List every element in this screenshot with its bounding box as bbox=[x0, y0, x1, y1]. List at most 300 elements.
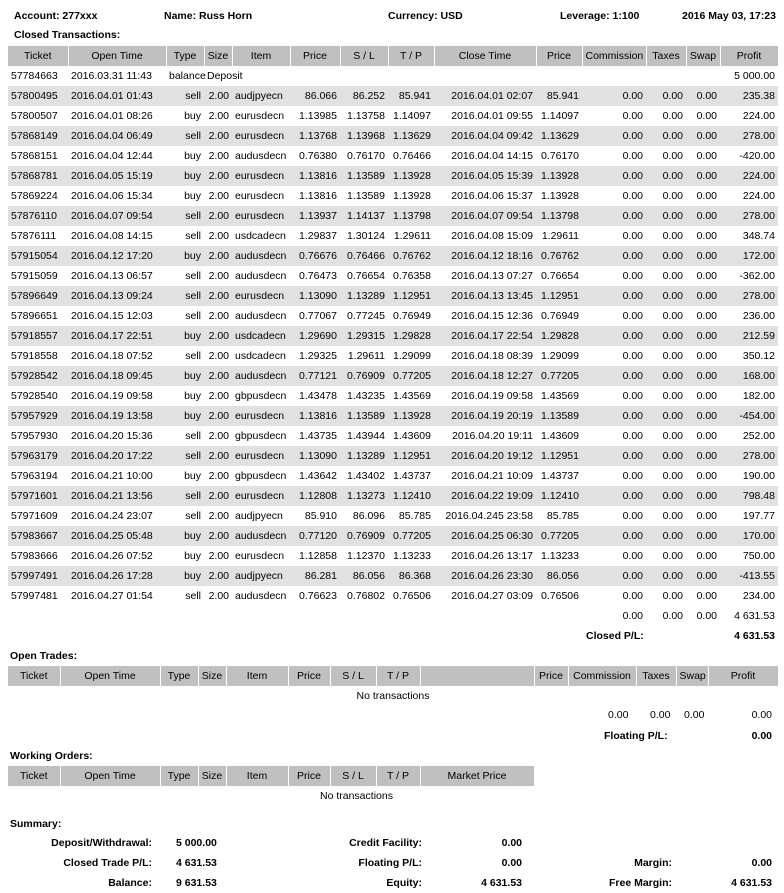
working-header-row bbox=[8, 766, 778, 786]
closed-cell: 0.00 bbox=[686, 286, 720, 306]
closed-cell: 252.00 bbox=[742, 430, 775, 442]
closed-cell: 2016.04.04 06:49 bbox=[68, 126, 166, 146]
closed-cell: 0.00 bbox=[582, 406, 646, 426]
closed-cell bbox=[646, 66, 686, 86]
working-empty-row bbox=[8, 786, 778, 806]
closed-cell: audjpyecn bbox=[232, 566, 290, 586]
closed-row bbox=[8, 66, 778, 86]
closed-cell: 2016.04.13 07:27 bbox=[451, 270, 533, 282]
closed-cell: 1.29611 bbox=[393, 230, 431, 242]
closed-totals-row bbox=[8, 606, 778, 626]
closed-cell: audusdecn bbox=[235, 270, 287, 282]
closed-cell: 2016.04.19 13:58 bbox=[68, 406, 166, 426]
closed-col-6: S / L bbox=[340, 46, 388, 66]
closed-cell: 5 000.00 bbox=[734, 70, 775, 82]
closed-cell: 0.00 bbox=[696, 510, 717, 522]
closed-row bbox=[8, 106, 778, 126]
closed-cell: 57896651 bbox=[11, 310, 58, 322]
closed-cell: 1.14097 bbox=[541, 110, 579, 122]
closed-cell: 0.00 bbox=[622, 390, 643, 402]
closed-cell: 2.00 bbox=[204, 366, 232, 386]
closed-col-1: Open Time bbox=[68, 46, 166, 66]
closed-row bbox=[8, 446, 778, 466]
closed-cell: 0.77067 bbox=[299, 310, 337, 322]
closed-cell: 0.00 bbox=[686, 206, 720, 226]
closed-cell: 1.13816 bbox=[299, 190, 337, 202]
closed-cell: 57915059 bbox=[11, 270, 58, 282]
closed-cell: 190.00 bbox=[742, 470, 775, 482]
closed-cell: buy bbox=[166, 566, 204, 586]
closed-cell: sell bbox=[185, 230, 201, 242]
closed-row bbox=[8, 386, 778, 406]
closed-cell: 0.00 bbox=[662, 310, 683, 322]
closed-cell: 0.00 bbox=[662, 390, 683, 402]
closed-cell: 0.00 bbox=[646, 446, 686, 466]
closed-cell: 0.00 bbox=[582, 126, 646, 146]
closed-header-row bbox=[8, 46, 778, 66]
closed-cell: 2.00 bbox=[208, 150, 229, 162]
margin-label: Margin: bbox=[634, 857, 672, 869]
closed-cell: 57918558 bbox=[11, 350, 58, 362]
closed-cell bbox=[536, 66, 582, 86]
closed-cell: 0.76909 bbox=[340, 366, 388, 386]
closed-cell: 0.00 bbox=[662, 270, 683, 282]
account-label: Account: 277xxx bbox=[14, 10, 98, 22]
closed-cell: 57983666 bbox=[11, 550, 58, 562]
closed-cell: 57868781 bbox=[8, 166, 68, 186]
closed-col-11: Taxes bbox=[646, 46, 686, 66]
closed-cell: 2.00 bbox=[208, 590, 229, 602]
closed-cell: 1.13798 bbox=[388, 206, 434, 226]
closed-cell: 2016.04.04 12:44 bbox=[71, 150, 153, 162]
closed-cell: 0.00 bbox=[686, 326, 720, 346]
closed-cell: 1.12410 bbox=[536, 486, 582, 506]
closed-cell: 2016.04.04 09:42 bbox=[434, 126, 536, 146]
closed-cell: 0.00 bbox=[662, 150, 683, 162]
closed-cell: 1.13816 bbox=[290, 166, 340, 186]
closed-cell: 2016.04.06 15:37 bbox=[451, 190, 533, 202]
closed-cell: 57957930 bbox=[11, 430, 58, 442]
closed-cell: 2016.04.18 09:45 bbox=[68, 366, 166, 386]
closed-cell: 0.00 bbox=[582, 246, 646, 266]
closed-cell: 0.00 bbox=[696, 470, 717, 482]
closed-cell: 0.00 bbox=[696, 230, 717, 242]
closed-row bbox=[8, 86, 778, 106]
closed-cell: 172.00 bbox=[720, 246, 778, 266]
closed-cell: 1.43642 bbox=[299, 470, 337, 482]
closed-cell: 2016.04.01 08:26 bbox=[71, 110, 153, 122]
closed-row bbox=[8, 266, 778, 286]
closed-row bbox=[8, 586, 778, 606]
closed-cell: 0.00 bbox=[662, 470, 683, 482]
closed-cell: 0.00 bbox=[646, 166, 686, 186]
working-col-5: Price bbox=[288, 766, 330, 786]
closed-cell: eurusdecn bbox=[232, 286, 290, 306]
closed-cell: sell bbox=[166, 446, 204, 466]
closed-cell: 1.29611 bbox=[347, 350, 385, 362]
closed-cell: 1.43235 bbox=[347, 390, 385, 402]
closed-cell: 2.00 bbox=[208, 510, 229, 522]
closed-cell: 1.13273 bbox=[340, 486, 388, 506]
closed-cell: 1.13937 bbox=[290, 206, 340, 226]
open-swap-total: 0.00 bbox=[684, 709, 705, 721]
closed-cell: 2016.04.25 06:30 bbox=[434, 526, 536, 546]
closed-cell: 0.00 bbox=[696, 190, 717, 202]
closed-cell: 1.13968 bbox=[340, 126, 388, 146]
closed-cell: 1.13768 bbox=[290, 126, 340, 146]
closed-cell: 0.77205 bbox=[536, 366, 582, 386]
closed-cell: 57800495 bbox=[8, 86, 68, 106]
closed-cell: gbpusdecn bbox=[235, 470, 287, 482]
closed-cell: 85.785 bbox=[398, 510, 431, 522]
closed-cell: 0.76762 bbox=[536, 246, 582, 266]
closed-cell: 0.00 bbox=[582, 366, 646, 386]
closed-cell: 224.00 bbox=[742, 190, 775, 202]
open-col-3: Size bbox=[198, 666, 226, 686]
closed-cell: 1.43478 bbox=[299, 390, 337, 402]
closed-cell: 2016.04.07 09:54 bbox=[68, 206, 166, 226]
closed-cell: 224.00 bbox=[742, 110, 775, 122]
closed-cell: 0.00 bbox=[622, 310, 643, 322]
closed-cell: 2016.04.08 15:09 bbox=[451, 230, 533, 242]
working-col-2: Type bbox=[160, 766, 198, 786]
closed-row bbox=[8, 206, 778, 226]
open-col-5: Price bbox=[288, 666, 330, 686]
closed-cell: 0.77205 bbox=[388, 526, 434, 546]
closed-cell: 2.00 bbox=[208, 430, 229, 442]
closed-cell: 2016.04.17 22:51 bbox=[68, 326, 166, 346]
closed-cell: 2016.04.19 09:58 bbox=[71, 390, 153, 402]
open-col-0: Ticket bbox=[8, 666, 60, 686]
closed-cell: 0.77121 bbox=[290, 366, 340, 386]
closed-cell: 2.00 bbox=[204, 126, 232, 146]
free-margin-value: 4 631.53 bbox=[731, 877, 772, 889]
closed-cell: buy bbox=[184, 550, 201, 562]
closed-profit-total: 4 631.53 bbox=[734, 610, 775, 622]
closed-cell: 350.12 bbox=[742, 350, 775, 362]
closed-cell: 0.76170 bbox=[541, 150, 579, 162]
closed-row bbox=[8, 326, 778, 346]
closed-cell: 2.00 bbox=[208, 550, 229, 562]
credit-facility-value: 0.00 bbox=[501, 837, 522, 849]
closed-cell bbox=[582, 66, 646, 86]
closed-cell: 236.00 bbox=[742, 310, 775, 322]
closed-cell: 0.76506 bbox=[393, 590, 431, 602]
closed-cell: 57868149 bbox=[8, 126, 68, 146]
closed-cell: 0.00 bbox=[662, 110, 683, 122]
closed-cell: 0.76473 bbox=[299, 270, 337, 282]
closed-cell: 0.76949 bbox=[541, 310, 579, 322]
closed-transactions-table bbox=[8, 46, 779, 646]
closed-cell: 0.00 bbox=[646, 286, 686, 306]
closed-cell: Deposit bbox=[207, 70, 243, 82]
closed-cell: sell bbox=[185, 510, 201, 522]
closed-cell: 2.00 bbox=[208, 350, 229, 362]
closed-cell: 0.00 bbox=[582, 446, 646, 466]
closed-pl-row bbox=[8, 626, 778, 646]
closed-cell: 1.43735 bbox=[299, 430, 337, 442]
closed-cell: usdcadecn bbox=[232, 326, 290, 346]
closed-cell: 0.00 bbox=[622, 350, 643, 362]
closed-cell: 1.13928 bbox=[541, 190, 579, 202]
closed-cell: 750.00 bbox=[742, 550, 775, 562]
closed-cell: eurusdecn bbox=[235, 550, 285, 562]
closed-col-8: Close Time bbox=[434, 46, 536, 66]
closed-cell: 85.785 bbox=[546, 510, 579, 522]
closed-cell: 2016.04.26 17:28 bbox=[68, 566, 166, 586]
closed-cell: 2016.04.20 17:22 bbox=[68, 446, 166, 466]
closed-cell: 1.13928 bbox=[388, 166, 434, 186]
closed-cell: 2016.04.20 15:36 bbox=[71, 430, 153, 442]
open-col-12: Swap bbox=[676, 666, 708, 686]
closed-cell: 2016.04.20 19:12 bbox=[434, 446, 536, 466]
closed-cell: 0.00 bbox=[646, 126, 686, 146]
closed-cell: 0.00 bbox=[646, 486, 686, 506]
closed-cell: 2016.04.06 15:34 bbox=[71, 190, 153, 202]
margin-value: 0.00 bbox=[751, 857, 772, 869]
closed-cell: 2016.04.19 09:58 bbox=[451, 390, 533, 402]
closed-cell: 85.941 bbox=[536, 86, 582, 106]
closed-cell: 86.281 bbox=[290, 566, 340, 586]
closed-row bbox=[8, 246, 778, 266]
closed-cell: 212.59 bbox=[720, 326, 778, 346]
closed-cell: 57876111 bbox=[11, 230, 57, 242]
closed-cell: buy bbox=[166, 406, 204, 426]
closed-cell: 348.74 bbox=[742, 230, 775, 242]
closed-cell: 86.056 bbox=[536, 566, 582, 586]
closed-cell: 0.76949 bbox=[393, 310, 431, 322]
working-col-1: Open Time bbox=[60, 766, 160, 786]
closed-cell: 2016.04.20 19:11 bbox=[452, 430, 533, 442]
closed-row bbox=[8, 286, 778, 306]
closed-cell: 0.00 bbox=[622, 110, 643, 122]
closed-cell: 2.00 bbox=[208, 390, 229, 402]
closed-cell: 2016.04.15 12:36 bbox=[451, 310, 533, 322]
closed-cell: 1.14137 bbox=[340, 206, 388, 226]
closed-cell: audusdecn bbox=[235, 310, 287, 322]
closed-cell: 0.00 bbox=[622, 510, 643, 522]
closed-col-13: Profit bbox=[720, 46, 778, 66]
closed-cell bbox=[388, 66, 434, 86]
closed-cell: 0.00 bbox=[622, 150, 643, 162]
closed-cell: 57957929 bbox=[8, 406, 68, 426]
closed-cell: 1.13629 bbox=[536, 126, 582, 146]
closed-cell: 0.00 bbox=[582, 486, 646, 506]
closed-col-4: Item bbox=[232, 46, 290, 66]
closed-cell: 2016.04.04 14:15 bbox=[451, 150, 533, 162]
closed-cell: 0.00 bbox=[686, 446, 720, 466]
closed-cell: 2016.04.19 20:19 bbox=[434, 406, 536, 426]
closed-row bbox=[8, 226, 778, 246]
closed-cell: audusdecn bbox=[232, 526, 290, 546]
closed-cell: 1.43569 bbox=[541, 390, 579, 402]
closed-cell: buy bbox=[184, 390, 201, 402]
closed-cell: 1.43402 bbox=[347, 470, 385, 482]
closed-cell: eurusdecn bbox=[235, 190, 285, 202]
closed-cell: 0.00 bbox=[686, 526, 720, 546]
closed-cell: 2.00 bbox=[204, 86, 232, 106]
working-orders-table bbox=[8, 766, 778, 806]
open-col-2: Type bbox=[160, 666, 198, 686]
closed-cell: 0.00 bbox=[686, 246, 720, 266]
closed-row bbox=[8, 566, 778, 586]
closed-cell: 0.76466 bbox=[393, 150, 431, 162]
closed-cell: -413.55 bbox=[720, 566, 778, 586]
closed-cell: 170.00 bbox=[720, 526, 778, 546]
closed-cell: 2.00 bbox=[204, 166, 232, 186]
closed-cell: 0.77120 bbox=[290, 526, 340, 546]
closed-cell: 0.77205 bbox=[536, 526, 582, 546]
currency-label: Currency: USD bbox=[388, 10, 463, 22]
balance-value: 9 631.53 bbox=[176, 877, 217, 889]
closed-cell: 1.12370 bbox=[347, 550, 385, 562]
open-col-4: Item bbox=[226, 666, 288, 686]
closed-cell: 2016.04.21 10:09 bbox=[451, 470, 533, 482]
closed-cell: 0.76654 bbox=[541, 270, 579, 282]
closed-cell: 0.00 bbox=[646, 206, 686, 226]
closed-cell: 1.13589 bbox=[536, 406, 582, 426]
closed-cell: sell bbox=[166, 286, 204, 306]
closed-trade-pl-label: Closed Trade P/L: bbox=[63, 857, 152, 869]
closed-cell: 86.096 bbox=[352, 510, 385, 522]
closed-cell: 0.76466 bbox=[340, 246, 388, 266]
floating-pl-value: 0.00 bbox=[751, 730, 772, 742]
closed-cell: 2016.04.05 15:39 bbox=[434, 166, 536, 186]
open-profit-total: 0.00 bbox=[751, 709, 772, 721]
closed-cell: 1.13233 bbox=[393, 550, 431, 562]
closed-cell: 0.77205 bbox=[388, 366, 434, 386]
closed-cell: 1.12808 bbox=[290, 486, 340, 506]
closed-cell: buy bbox=[166, 366, 204, 386]
closed-cell: 57963179 bbox=[8, 446, 68, 466]
closed-cell: 0.00 bbox=[696, 270, 717, 282]
closed-cell: 1.12951 bbox=[388, 286, 434, 306]
closed-cell: 0.76170 bbox=[347, 150, 385, 162]
closed-cell: 0.00 bbox=[622, 230, 643, 242]
closed-row bbox=[8, 546, 778, 566]
closed-cell: 2016.04.13 06:57 bbox=[71, 270, 153, 282]
closed-cell: 0.00 bbox=[686, 366, 720, 386]
equity-value: 4 631.53 bbox=[481, 877, 522, 889]
closed-cell: 1.12410 bbox=[388, 486, 434, 506]
closed-cell: 2016.04.26 23:30 bbox=[434, 566, 536, 586]
closed-cell: 1.29315 bbox=[340, 326, 388, 346]
working-col-0: Ticket bbox=[8, 766, 60, 786]
floating-pl-summary-value: 0.00 bbox=[501, 857, 522, 869]
closed-cell: 2016.04.27 03:09 bbox=[451, 590, 533, 602]
closed-cell: 0.00 bbox=[686, 566, 720, 586]
closed-cell: -454.00 bbox=[720, 406, 778, 426]
closed-cell: sell bbox=[185, 430, 201, 442]
closed-transactions-title: Closed Transactions: bbox=[14, 29, 121, 41]
closed-cell: 2016.04.12 18:16 bbox=[434, 246, 536, 266]
open-taxes-total: 0.00 bbox=[650, 709, 671, 721]
closed-cell: 57971601 bbox=[8, 486, 68, 506]
closed-cell: 57971609 bbox=[11, 510, 58, 522]
closed-cell bbox=[686, 66, 720, 86]
closed-row bbox=[8, 146, 778, 166]
closed-cell: 0.00 bbox=[582, 206, 646, 226]
closed-cell: 2.00 bbox=[204, 206, 232, 226]
closed-cell: 1.13629 bbox=[388, 126, 434, 146]
closed-cell: eurusdecn bbox=[232, 126, 290, 146]
closed-cell: buy bbox=[184, 110, 201, 122]
closed-cell: 0.00 bbox=[646, 246, 686, 266]
closed-cell: 57997481 bbox=[11, 590, 58, 602]
open-col-8 bbox=[420, 666, 534, 686]
closed-cell: 234.00 bbox=[742, 590, 775, 602]
closed-cell: sell bbox=[166, 206, 204, 226]
closed-cell: 1.13289 bbox=[340, 446, 388, 466]
closed-col-12: Swap bbox=[686, 46, 720, 66]
closed-cell: audusdecn bbox=[235, 150, 287, 162]
deposit-value: 5 000.00 bbox=[176, 837, 217, 849]
closed-cell: 1.13928 bbox=[388, 406, 434, 426]
closed-cell: 0.00 bbox=[622, 190, 643, 202]
closed-cell: 0.00 bbox=[662, 510, 683, 522]
closed-cell: 57997491 bbox=[8, 566, 68, 586]
closed-cell: buy bbox=[184, 470, 201, 482]
closed-cell: 2016.04.08 14:15 bbox=[71, 230, 153, 242]
free-margin-label: Free Margin: bbox=[608, 877, 672, 889]
closed-cell: 1.12951 bbox=[388, 446, 434, 466]
closed-cell: 0.00 bbox=[646, 526, 686, 546]
closed-cell: 0.00 bbox=[696, 550, 717, 562]
closed-cell: 0.00 bbox=[662, 590, 683, 602]
closed-cell: 2016.04.18 07:52 bbox=[71, 350, 153, 362]
closed-cell: 0.00 bbox=[686, 86, 720, 106]
closed-cell: 0.00 bbox=[696, 390, 717, 402]
closed-cell: buy bbox=[184, 150, 201, 162]
closed-cell: 86.368 bbox=[388, 566, 434, 586]
closed-cell: 0.00 bbox=[686, 406, 720, 426]
closed-cell: 57983667 bbox=[8, 526, 68, 546]
closed-cell: 1.14097 bbox=[393, 110, 431, 122]
closed-cell: sell bbox=[166, 126, 204, 146]
closed-col-0: Ticket bbox=[8, 46, 68, 66]
closed-cell: eurusdecn bbox=[232, 446, 290, 466]
closed-cell: sell bbox=[185, 310, 201, 322]
closed-cell: 2016.04.18 08:39 bbox=[451, 350, 533, 362]
closed-cell: eurusdecn bbox=[232, 486, 290, 506]
closed-cell: buy bbox=[166, 326, 204, 346]
closed-cell: 2016.04.245 23:58 bbox=[445, 510, 533, 522]
closed-cell: 2016.04.17 22:54 bbox=[434, 326, 536, 346]
equity-label: Equity: bbox=[386, 877, 422, 889]
closed-cell: eurusdecn bbox=[232, 206, 290, 226]
closed-cell: 1.12951 bbox=[536, 286, 582, 306]
closed-cell: 0.76506 bbox=[541, 590, 579, 602]
closed-row bbox=[8, 466, 778, 486]
closed-cell: 2016.04.01 02:07 bbox=[434, 86, 536, 106]
closed-cell: 57915054 bbox=[8, 246, 68, 266]
closed-cell: 0.00 bbox=[686, 166, 720, 186]
closed-cell: 1.13589 bbox=[340, 166, 388, 186]
closed-cell: 278.00 bbox=[720, 286, 778, 306]
closed-cell: 1.12951 bbox=[536, 446, 582, 466]
closed-cell: usdcadecn bbox=[235, 230, 286, 242]
closed-cell: 0.00 bbox=[696, 310, 717, 322]
closed-cell: 1.13985 bbox=[299, 110, 337, 122]
closed-cell: 224.00 bbox=[720, 166, 778, 186]
closed-cell: 197.77 bbox=[742, 510, 775, 522]
closed-cell: 0.00 bbox=[696, 350, 717, 362]
closed-cell: 57896649 bbox=[8, 286, 68, 306]
closed-cell: 2.00 bbox=[208, 470, 229, 482]
closed-cell: 57800507 bbox=[11, 110, 58, 122]
closed-cell: 57928540 bbox=[11, 390, 58, 402]
closed-cell: 2016.04.26 13:17 bbox=[451, 550, 533, 562]
